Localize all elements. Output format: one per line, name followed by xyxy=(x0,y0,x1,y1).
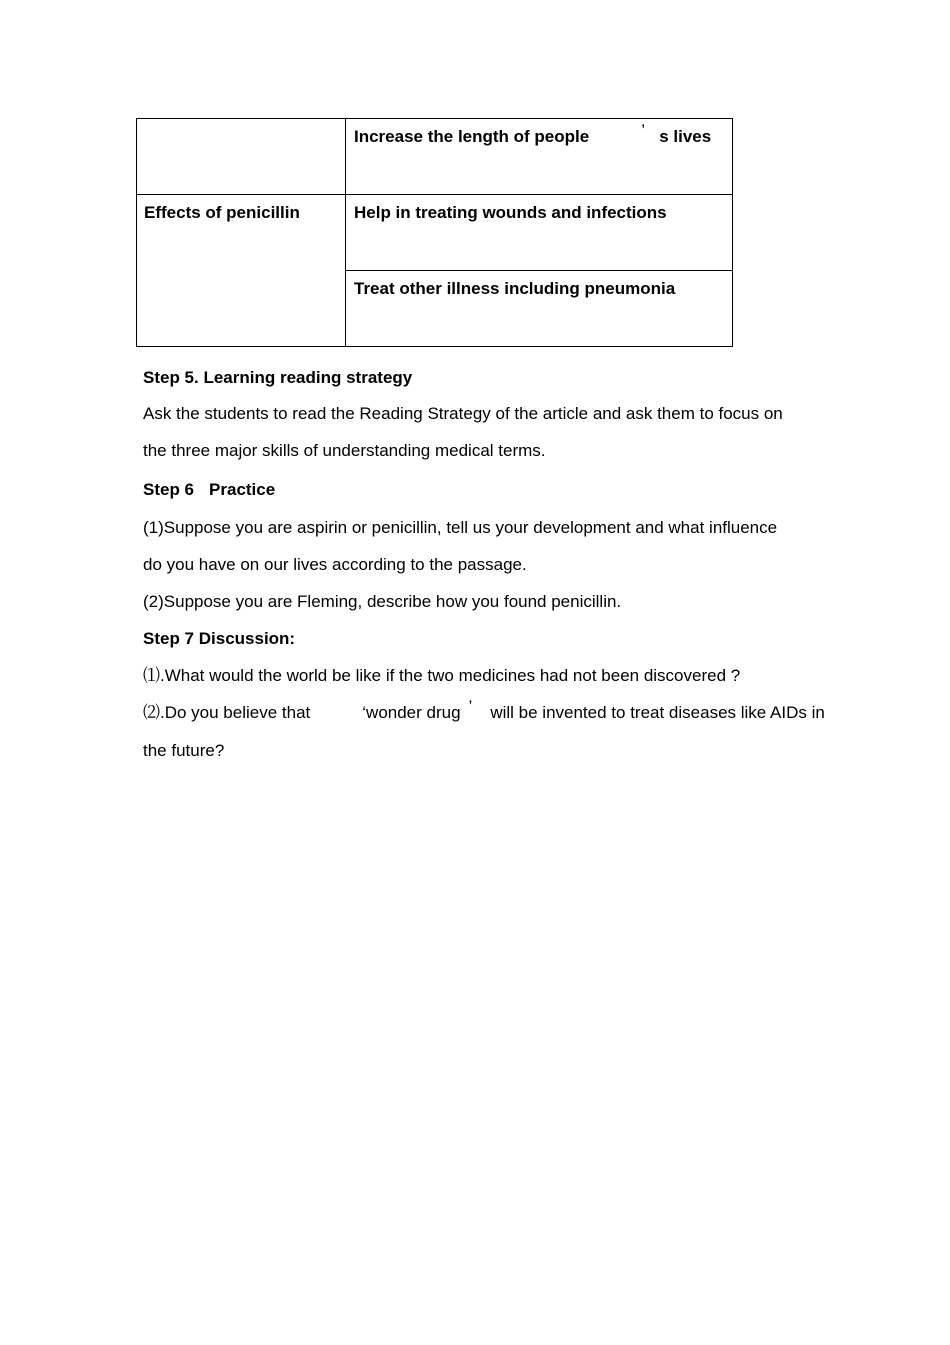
step7-heading: Step 7 Discussion: xyxy=(143,629,296,648)
table-cell-empty xyxy=(137,119,346,195)
step6-item1-line2: do you have on our lives according to the passage. xyxy=(143,555,527,574)
q2-part3: ’ xyxy=(468,697,473,716)
table-cell-effect: Help in treating wounds and infections xyxy=(346,195,733,271)
step5-text-line2: the three major skills of understanding medical terms. xyxy=(143,441,546,460)
table-row xyxy=(137,195,733,271)
table-row-label: Effects of penicillin xyxy=(137,195,346,347)
step6-item2: (2)Suppose you are Fleming, describe how you found penicillin. xyxy=(143,592,622,611)
q2-part4: will be invented to treat diseases like AIDs in xyxy=(490,703,825,722)
table-cell-effect xyxy=(346,119,733,195)
q2-part1: ⑵.Do you believe that xyxy=(143,703,311,722)
q2-part2: ‘wonder drug xyxy=(362,703,461,722)
effect-text-part1: Increase the length of people xyxy=(354,127,590,146)
step6-heading xyxy=(143,480,275,500)
step6-heading-title: Practice xyxy=(209,480,276,499)
apostrophe: ’ xyxy=(641,121,645,140)
effect-text-part2: s lives xyxy=(659,127,712,146)
effects-table xyxy=(136,118,733,347)
step6-heading-number: Step 6 xyxy=(143,480,195,499)
step7-question2-line1 xyxy=(143,697,825,723)
table-row xyxy=(137,119,733,195)
step5-heading: Step 5. Learning reading strategy xyxy=(143,368,413,387)
step6-item1-line1: (1)Suppose you are aspirin or penicillin, tell us your development and what influence xyxy=(143,518,778,537)
step7-question2-line2: the future? xyxy=(143,741,225,760)
step5-text-line1: Ask the students to read the Reading Strategy of the article and ask them to focus on xyxy=(143,404,783,423)
table-cell-effect: Treat other illness including pneumonia xyxy=(346,271,733,347)
step7-question1: ⑴.What would the world be like if the two medicines had not been discovered ? xyxy=(143,666,741,685)
